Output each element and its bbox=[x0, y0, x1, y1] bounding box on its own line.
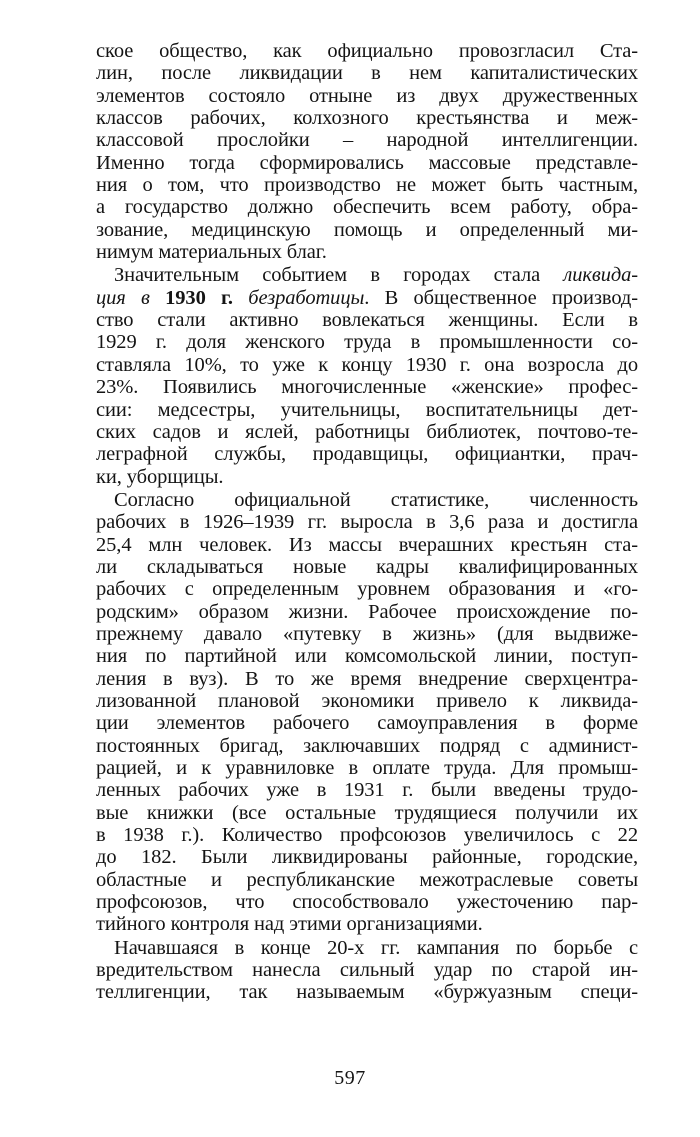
text-line bbox=[96, 241, 638, 263]
text-line bbox=[96, 62, 638, 84]
book-page-body bbox=[96, 40, 638, 1004]
text-segment: теллигенции, так называемым «буржуазным специ- bbox=[96, 981, 638, 1004]
text-segment: леграфной службы, продавщицы, официантки, прач- bbox=[96, 443, 638, 466]
text-line bbox=[96, 354, 638, 376]
text-line bbox=[96, 913, 638, 935]
italic-text: ция в bbox=[96, 286, 166, 309]
text-segment: рабочих в 1926–1939 гг. выросла в 3,6 раза и достигла bbox=[96, 511, 638, 534]
text-line bbox=[96, 85, 638, 107]
bold-text: 1930 г. bbox=[165, 286, 233, 309]
text-line bbox=[96, 534, 638, 556]
paragraph bbox=[96, 489, 638, 936]
text-segment: рацией, и к уравниловке в оплате труда. Для промыш- bbox=[96, 757, 638, 779]
text-segment: ставляла 10%, то уже к концу 1930 г. она возросла до bbox=[96, 353, 638, 376]
text-line bbox=[96, 129, 638, 151]
text-segment: ство стали активно вовлекаться женщины. Если в bbox=[96, 309, 638, 332]
text-segment: профсоюзов, что способствовало ужесточению пар- bbox=[96, 891, 638, 914]
italic-text: безработицы bbox=[232, 286, 365, 309]
text-line bbox=[96, 107, 638, 129]
text-line bbox=[96, 712, 638, 734]
text-line bbox=[96, 511, 638, 533]
text-line bbox=[96, 824, 638, 846]
text-segment: классовой прослойки – народной интеллигенции. bbox=[96, 129, 638, 152]
text-line bbox=[96, 287, 638, 309]
text-line bbox=[96, 802, 638, 824]
text-segment: рабочих с определенным уровнем образования и «го- bbox=[96, 578, 638, 601]
text-line bbox=[96, 959, 638, 981]
text-segment: классов рабочих, колхозного крестьянства и меж- bbox=[96, 107, 638, 130]
text-segment: ли складываться новые кадры квалифицированных bbox=[96, 555, 638, 578]
text-line bbox=[96, 40, 638, 62]
text-segment: вые книжки (все остальные трудящиеся получили их bbox=[96, 801, 638, 824]
text-segment: тийного контроля над этими организациями. bbox=[96, 913, 483, 936]
text-segment: вредительством нанесла сильный удар по старой ин- bbox=[96, 959, 638, 982]
text-line bbox=[96, 376, 638, 398]
text-segment: постоянных бригад, заключавших подряд с админист- bbox=[96, 734, 638, 757]
text-line bbox=[96, 735, 638, 757]
text-segment: элементов состояло отныне из двух дружественных bbox=[96, 84, 638, 107]
text-segment: лизованной плановой экономики привело к ликвида- bbox=[96, 689, 638, 712]
text-segment: Именно тогда сформировались массовые представле- bbox=[96, 151, 638, 174]
text-line bbox=[96, 174, 638, 196]
text-segment: Согласно официальной статистике, численность bbox=[114, 488, 638, 511]
text-segment: нимум материальных благ. bbox=[96, 241, 327, 264]
paragraph bbox=[96, 264, 638, 487]
text-segment: ния по партийной или комсомольской линии, поступ- bbox=[96, 645, 638, 668]
text-line bbox=[96, 399, 638, 421]
text-line bbox=[96, 779, 638, 801]
text-line bbox=[96, 891, 638, 913]
text-segment: Начавшаяся в конце 20-х гг. кампания по борьбе с bbox=[114, 936, 638, 959]
text-line bbox=[96, 152, 638, 174]
text-line bbox=[96, 264, 638, 286]
text-segment: зование, медицинскую помощь и определенный ми- bbox=[96, 218, 638, 241]
text-line bbox=[96, 196, 638, 218]
text-segment: Значительным событием в городах стала bbox=[114, 264, 564, 287]
text-segment: 23%. Появились многочисленные «женские» профес- bbox=[96, 376, 638, 399]
text-line bbox=[96, 578, 638, 600]
text-line bbox=[96, 757, 638, 779]
text-segment: ции элементов рабочего самоуправления в форме bbox=[96, 712, 638, 735]
text-segment: лин, после ликвидации в нем капиталистических bbox=[96, 62, 638, 85]
text-line bbox=[96, 623, 638, 645]
text-line bbox=[96, 601, 638, 623]
text-segment: ки, уборщицы. bbox=[96, 465, 224, 488]
text-segment: ния о том, что производство не может быть частным, bbox=[96, 174, 638, 197]
text-line bbox=[96, 645, 638, 667]
text-segment: прежнему давало «путевку в жизнь» (для выдвиже- bbox=[96, 622, 638, 645]
text-segment: 1929 г. доля женского труда в промышленности со- bbox=[96, 331, 638, 354]
text-segment: областные и республиканские межотраслевые советы bbox=[96, 868, 638, 891]
text-segment: . В общественное производ- bbox=[364, 286, 638, 309]
text-line bbox=[96, 556, 638, 578]
page-number: 597 bbox=[334, 1067, 366, 1089]
text-line bbox=[96, 668, 638, 690]
italic-text: ликвида- bbox=[563, 264, 638, 287]
text-segment: ских садов и яслей, работницы библиотек, почтово-те- bbox=[96, 420, 638, 443]
text-segment: до 182. Были ликвидированы районные, городские, bbox=[96, 846, 638, 869]
text-segment: в 1938 г.). Количество профсоюзов увеличилось с 22 bbox=[96, 824, 638, 847]
text-segment: ленных рабочих уже в 1931 г. были введены трудо- bbox=[96, 779, 638, 802]
text-segment: родским» образом жизни. Рабочее происхождение по- bbox=[96, 600, 638, 623]
text-line bbox=[96, 219, 638, 241]
text-line bbox=[96, 846, 638, 868]
paragraph bbox=[96, 937, 638, 1004]
text-line bbox=[96, 309, 638, 331]
paragraph bbox=[96, 40, 638, 263]
text-segment: сии: медсестры, учительницы, воспитательницы дет- bbox=[96, 398, 638, 421]
text-line bbox=[96, 421, 638, 443]
text-line bbox=[96, 489, 638, 511]
text-line bbox=[96, 937, 638, 959]
text-line bbox=[96, 466, 638, 488]
text-segment: ское общество, как официально провозгласил Ста- bbox=[96, 40, 638, 62]
text-segment: 25,4 млн человек. Из массы вчерашних крестьян ста- bbox=[96, 533, 638, 556]
text-line bbox=[96, 331, 638, 353]
text-segment: ления в вуз). В то же время внедрение сверхцентра- bbox=[96, 667, 638, 690]
text-segment: а государство должно обеспечить всем работу, обра- bbox=[96, 196, 638, 219]
text-line bbox=[96, 690, 638, 712]
text-line bbox=[96, 869, 638, 891]
text-line bbox=[96, 981, 638, 1003]
text-line bbox=[96, 443, 638, 465]
